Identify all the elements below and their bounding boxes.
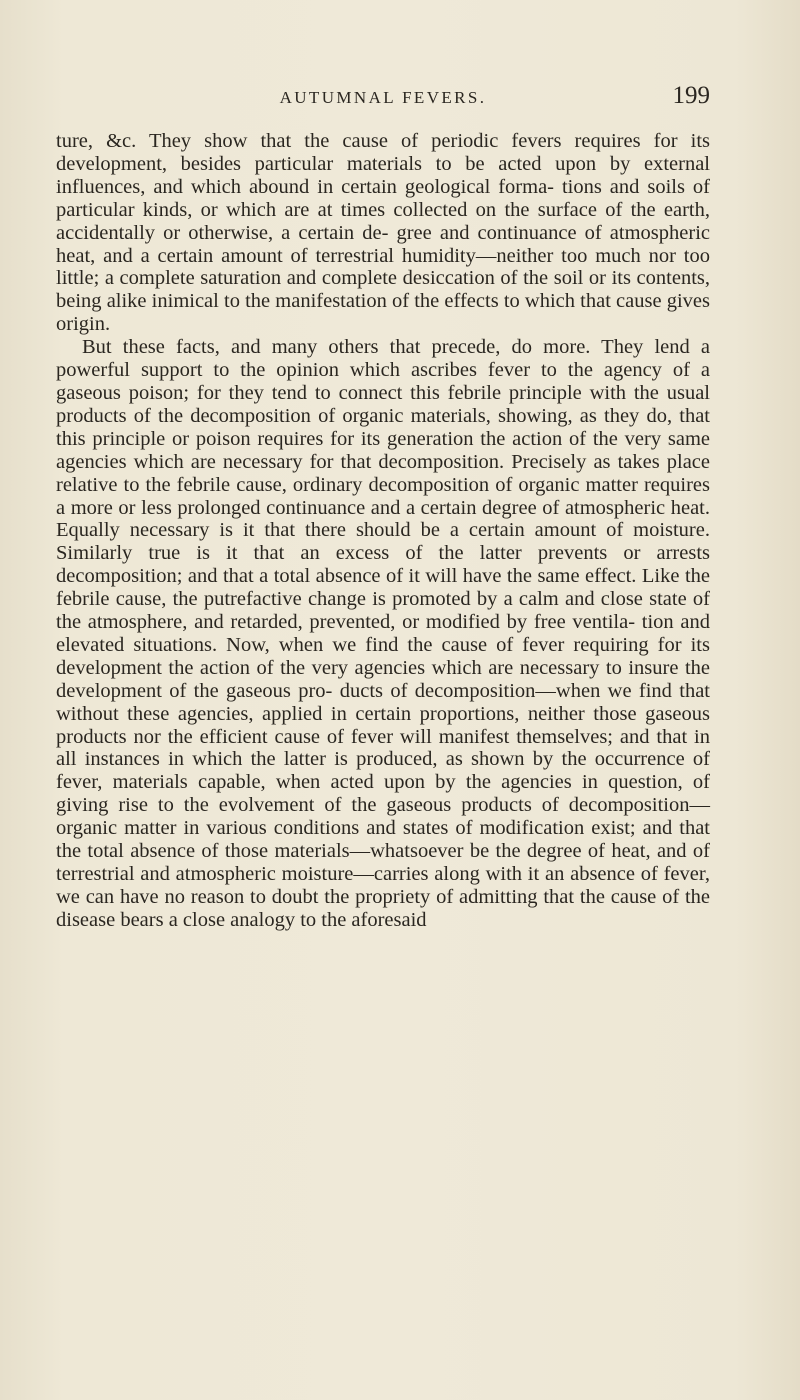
page-number: 199 (672, 82, 710, 109)
body-text (56, 130, 710, 932)
paragraph: But these facts, and many others that precede, do more. They lend a powerful support to the opinion which ascribes fever to the agency of a gaseous poison; for they tend to connect this febrile principle with the usual products of the decomposition of organic materials, showing, as they do, that this principle or poison requires for its generation the action of the very same agencies which are necessary for that decomposition. Precisely as takes place relative to the febrile cause, ordinary decomposition of organic matter requires a more or less prolonged continuance and a certain degree of atmospheric heat. Equally necessary is it that there should be a certain amount of moisture. Similarly true is it that an excess of the latter prevents or arrests decomposition; and that a total absence of it will have the same effect. Like the febrile cause, the putrefactive change is promoted by a calm and close state of the atmosphere, and retarded, prevented, or modified by free ventila- tion and elevated situations. Now, when we find the cause of fever requiring for its development the action of the very agencies which are necessary to insure the development of the gaseous pro- ducts of decomposition—when we find that without these agencies, applied in certain proportions, neither those gaseous products nor the efficient cause of fever will manifest themselves; and that in all instances in which the latter is produced, as shown by the occurrence of fever, materials capable, when acted upon by the agencies in question, of giving rise to the evolvement of the gaseous products of decomposition—organic matter in various conditions and states of modification exist; and that the total absence of those materials—whatsoever be the degree of heat, and of terrestrial and atmospheric moisture—carries along with it an absence of fever, we can have no reason to doubt the propriety of admitting that the cause of the disease bears a close analogy to the aforesaid (56, 336, 710, 931)
page-header (56, 82, 710, 118)
running-head: AUTUMNAL FEVERS. (279, 88, 487, 107)
paragraph-continuation: ture, &c. They show that the cause of periodic fevers requires for its development, besides particular materials to be acted upon by external influences, and which abound in certain geological forma- tions and soils of particular kinds, or which are at times collected on the surface of the earth, accidentally or otherwise, a certain de- gree and continuance of atmospheric heat, and a certain amount of terrestrial humidity—neither too much nor too little; a complete saturation and complete desiccation of the soil or its contents, being alike inimical to the manifestation of the effects to which that cause gives origin. (56, 130, 710, 336)
